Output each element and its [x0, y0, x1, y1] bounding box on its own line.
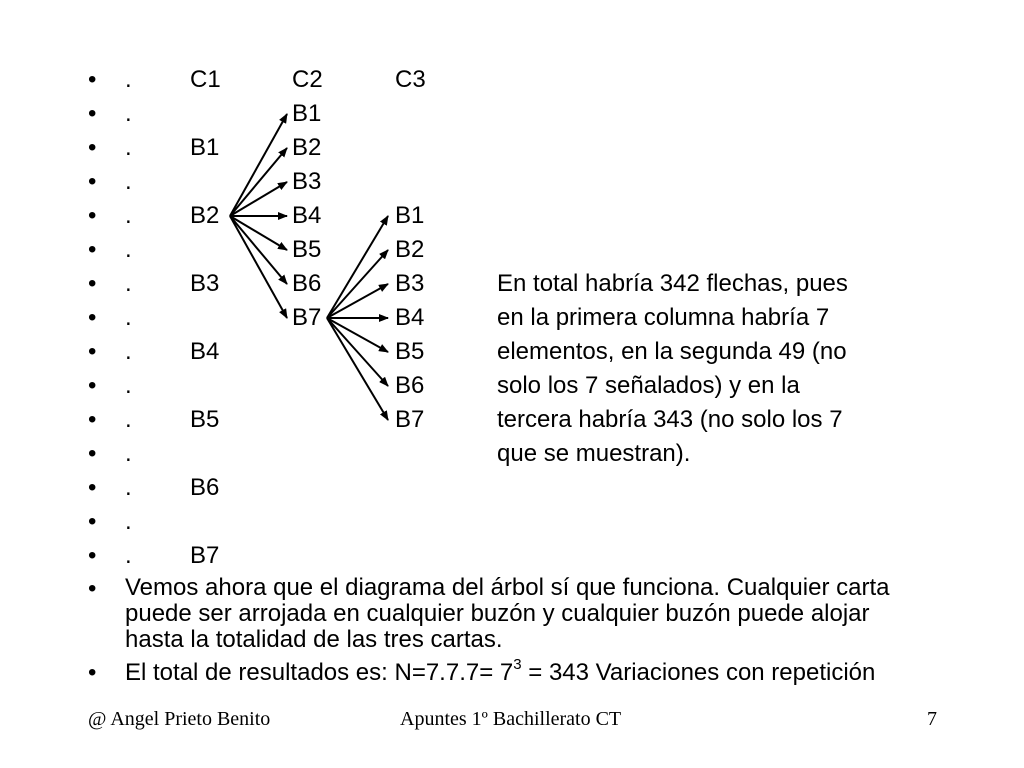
bullet: •: [88, 338, 97, 365]
explanation-paragraph: Vemos ahora que el diagrama del árbol sí que funciona. Cualquier carta puede ser arrojada en cualquier buzón y cualquier buzón puede alojar hasta la totalidad de las tres cartas.: [125, 574, 890, 653]
column3-cell: B4: [395, 304, 425, 331]
bullet: •: [88, 406, 97, 433]
footer-course: Apuntes 1º Bachillerato CT: [400, 708, 622, 730]
column2-cell: B7: [292, 304, 322, 331]
column1-cell: B5: [190, 406, 220, 433]
column2-cell: B2: [292, 134, 322, 161]
tree-arrow: [230, 216, 287, 284]
row-dot: .: [125, 168, 132, 195]
column3-cell: C3: [395, 66, 426, 93]
column1-cell: C1: [190, 66, 221, 93]
column1-cell: B7: [190, 542, 220, 569]
column1-cell: B6: [190, 474, 220, 501]
tree-arrow: [230, 114, 287, 216]
column3-cell: B2: [395, 236, 425, 263]
footer-page-number: 7: [927, 708, 937, 730]
tree-arrow: [327, 250, 388, 318]
column2-cell: B6: [292, 270, 322, 297]
note-line: que se muestran).: [497, 440, 691, 467]
row-dot: .: [125, 406, 132, 433]
row-dot: .: [125, 440, 132, 467]
bullet: •: [88, 100, 97, 127]
note-line: tercera habría 343 (no solo los 7: [497, 406, 843, 433]
column1-cell: B1: [190, 134, 220, 161]
bullet: •: [88, 440, 97, 467]
column2-cell: C2: [292, 66, 323, 93]
bullet: •: [88, 304, 97, 331]
row-dot: .: [125, 372, 132, 399]
row-dot: .: [125, 270, 132, 297]
bullet: •: [88, 168, 97, 195]
column1-cell: B2: [190, 202, 220, 229]
row-dot: .: [125, 236, 132, 263]
tree-arrow: [327, 318, 388, 420]
column3-cell: B5: [395, 338, 425, 365]
column1-cell: B3: [190, 270, 220, 297]
column1-cell: B4: [190, 338, 220, 365]
bullet: •: [88, 575, 97, 602]
bullet: •: [88, 236, 97, 263]
note-line: elementos, en la segunda 49 (no: [497, 338, 847, 365]
row-dot: .: [125, 304, 132, 331]
note-line: solo los 7 señalados) y en la: [497, 372, 800, 399]
row-dot: .: [125, 542, 132, 569]
row-dot: .: [125, 202, 132, 229]
column3-cell: B3: [395, 270, 425, 297]
bullet: •: [88, 659, 97, 686]
row-dot: .: [125, 66, 132, 93]
bullet: •: [88, 202, 97, 229]
total-suffix: = 343 Variaciones con repetición: [521, 659, 876, 686]
row-dot: .: [125, 338, 132, 365]
row-dot: .: [125, 474, 132, 501]
tree-arrow: [327, 318, 388, 386]
column3-cell: B7: [395, 406, 425, 433]
row-dot: .: [125, 508, 132, 535]
tree-arrow: [230, 216, 287, 318]
bullet: •: [88, 134, 97, 161]
bullet: •: [88, 66, 97, 93]
footer-author: @ Angel Prieto Benito: [88, 708, 271, 730]
total-prefix: El total de resultados es: N=7.7.7= 7: [125, 659, 514, 686]
column3-cell: B6: [395, 372, 425, 399]
bullet: •: [88, 508, 97, 535]
column2-cell: B1: [292, 100, 322, 127]
row-dot: .: [125, 100, 132, 127]
bullet: •: [88, 372, 97, 399]
column2-cell: B3: [292, 168, 322, 195]
bullet: •: [88, 474, 97, 501]
tree-arrow: [327, 216, 388, 318]
tree-arrow: [230, 148, 287, 216]
column3-cell: B1: [395, 202, 425, 229]
column2-cell: B4: [292, 202, 322, 229]
bullet: •: [88, 270, 97, 297]
note-line: En total habría 342 flechas, pues: [497, 270, 848, 297]
column2-cell: B5: [292, 236, 322, 263]
bullet: •: [88, 542, 97, 569]
total-exponent: 3: [513, 656, 522, 673]
note-line: en la primera columna habría 7: [497, 304, 830, 331]
row-dot: .: [125, 134, 132, 161]
total-formula: [125, 656, 876, 687]
